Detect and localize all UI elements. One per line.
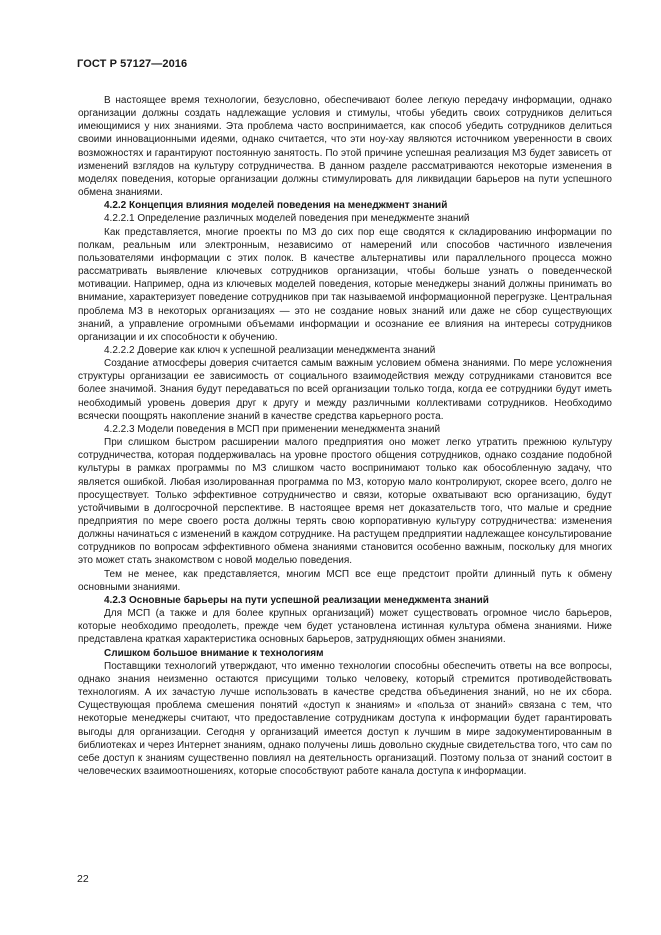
paragraph: Для МСП (а также и для более крупных организаций) может существовать огромное число барьеров, которые необходимо преодолеть, прежде чем будет установлена истинная культура обмена знаниями. Ниже представлена краткая характеристика основных барьеров, затрудняющих обмен знаниями. [78,608,612,646]
subsection-heading: 4.2.2.1 Определение различных моделей поведения при менеджменте знаний [104,213,470,225]
paragraph: Поставщики технологий утверждают, что именно технологии способны обеспечить ответы на все вопросы, однако знания неизменно остаются присущими только человеку, который стремится противодействовать технологиям. А их зачастую лучше использовать в качестве средства объединения знаний, но не их сбора. Существующая проблема смешения понятий «доступ к знаниям» и «польза от знаний» связана с тем, что некоторые менеджеры считают, что предоставление сотрудникам доступа к информации будет гарантировать выгоды для организации. Сегодня у организаций имеется доступ к лучшим в мире задокументированным в библиотеках и через Интернет знаниям, однако получены лишь довольно скудные свидетельства того, что сам по себе доступ к знаниям существенно повлиял на деятельность организаций. Поэтому польза от знаний состоит в человеческих взаимоотношениях, которые способствуют работе канала доступа к информации. [78,660,612,777]
section-heading: 4.2.3 Основные барьеры на пути успешной реализации менеджмента знаний [104,594,489,606]
paragraph: Тем не менее, как представляется, многим МСП все еще предстоит пройти длинный путь к обмену основными знаниями. [78,568,612,593]
topic-heading: Слишком большое внимание к технологиям [104,647,324,659]
paragraph: При слишком быстром расширении малого предприятия оно может легко утратить прежнюю культуру сотрудничества, которая поддерживалась на уровне простого общения сотрудников, однако создание подобной культуры в рамках программы по МЗ слишком часто воспринимают только как обособленную задачу, что является ошибкой. Любая изолированная программа по МЗ, которую мало контролируют, скорее всего, долго не просуществует. Только эффективное сотрудничество и связи, которые охватывают всю организацию, будут устойчивыми в долгосрочной перспективе. В настоящее время нет доказательств того, что малые и средние предприятия по мере своего роста должны терять свою корпоративную культуру сотрудничества: изменения должны начинаться с изменений в каждом сотруднике. На растущем предприятии надлежащее консультирование сотрудников по вопросам эффективного обмена знаниями становится особенно важным, поскольку для многих это может стать знакомством с новой моделью поведения. [78,437,612,567]
paragraph: Как представляется, многие проекты по МЗ до сих пор еще сводятся к складированию информации по полкам, реальным или электронным, независимо от намерений или способов частичного извлечения пользователями информации с этих полок. В качестве альтернативы или параллельного процесса можно рассматривать выявление ключевых сотрудников организации, чтобы больше узнать о поведенческой мотивации. Например, одна из ключевых моделей поведения, которые менеджеры знаний должны принимать во внимание, характеризует поведение сотрудников при так называемой информационной перегрузке. Центральная проблема МЗ в некоторых организациях — это не создание новых знаний или даже не сбор существующих знаний, а управление огромными объемами информации и осознание ее влияния на интересы сотрудников организации и их способности к обучению. [78,226,612,343]
page-number: 22 [77,873,89,885]
document-header: ГОСТ Р 57127—2016 [77,58,188,70]
paragraph: В настоящее время технологии, безусловно, обеспечивают более легкую передачу информации, однако организации должны создать надлежащие условия и стимулы, чтобы убедить своих сотрудников делиться имеющимися у них знаниями. Эта проблема часто воспринимается, как способ убедить сотрудников делиться своими инновационными идеями, однако считается, что эти ноу-хау являются источником уверенности в своих возможностях и гарантируют постоянную занятость. По этой причине успешная реализация МЗ будет зависеть от изменений взглядов на культуру сотрудничества. В данном разделе рассматриваются некоторые изменения в моделях поведения, которые организации должны стимулировать для ликвидации барьеров на пути успешного обмена знаниями. [78,95,612,199]
section-heading: 4.2.2 Концепция влияния моделей поведения на менеджмент знаний [104,200,448,212]
subsection-heading: 4.2.2.3 Модели поведения в МСП при применении менеджмента знаний [104,423,441,435]
document-body [78,94,612,778]
subsection-heading: 4.2.2.2 Доверие как ключ к успешной реализации менеджмента знаний [104,344,436,356]
paragraph: Создание атмосферы доверия считается самым важным условием обмена знаниями. По мере усложнения структуры организации ее зависимость от социального взаимодействия между сотрудниками становится все более значимой. Знания будут передаваться по всей организации только тогда, когда ее сотрудники будут иметь необходимый уровень доверия друг к другу и между различными коллективами сотрудников. Необходимо всячески поощрять накопление знаний в качестве средства карьерного роста. [78,358,612,422]
